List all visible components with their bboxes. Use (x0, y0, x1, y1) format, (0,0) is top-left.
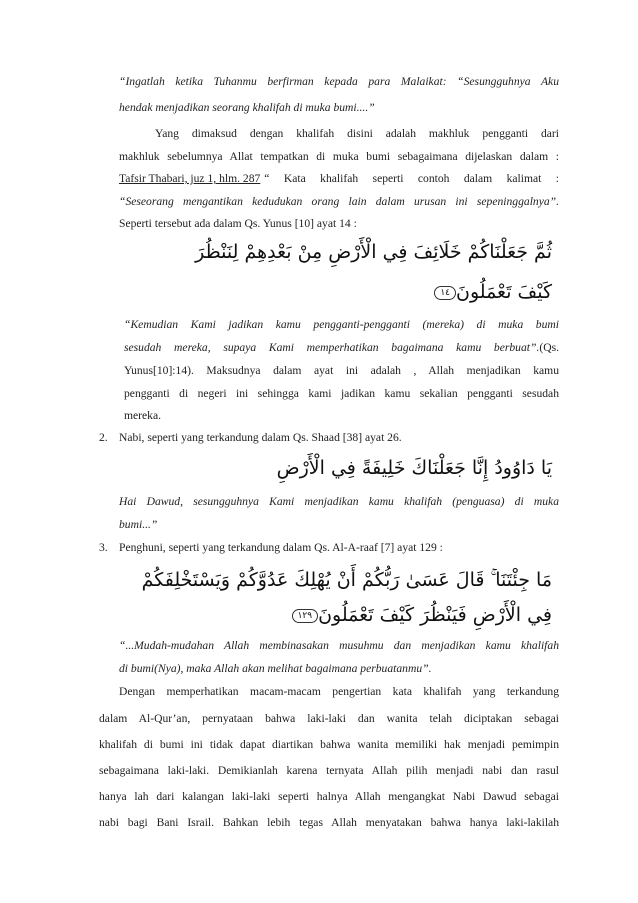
quote-line (124, 341, 559, 355)
body-line: pengganti di negeri ini sehingga kami jadikan kamu sekalian pengganti sesudah (124, 387, 559, 400)
quote-line: di bumi(Nya), maka Allah akan melihat bagaimana perbuatanmu”. (119, 662, 432, 675)
quote-line: bumi...” (119, 518, 158, 531)
quote-line: “Seseorang mengantikan kedudukan orang lain dalam urusan ini sepeninggalnya”. (119, 195, 559, 208)
arabic-verse-line (286, 603, 552, 627)
body-line: mereka. (124, 409, 162, 422)
arabic-verse-text: فِي الْأَرْضِ فَيَنْظُرَ كَيْفَ تَعْمَلُونَ (318, 604, 552, 626)
list-item-text: Nabi, seperti yang terkandung dalam Qs. Shaad [38] ayat 26. (119, 431, 402, 444)
ayah-number-badge: ١٤ (434, 286, 456, 300)
body-line: Seperti tersebut ada dalam Qs. Yunus [10] ayat 14 : (119, 217, 357, 230)
paragraph-line: nabi bagi Bani Israil. Bahkan lebih tegas Allah menyatakan bahwa hanya laki-lakilah (99, 816, 559, 829)
paragraph-line: sebagaimana laki-laki. Demikianlah karena ternyata Allah pilih menjadi nabi dan rasul (99, 764, 559, 777)
arabic-verse-text: كَيْفَ تَعْمَلُونَ (456, 281, 552, 303)
quote-line: hendak menjadikan seorang khalifah di muka bumi....” (119, 101, 375, 114)
quote-text: sesudah mereka, supaya Kami memperhatikan bagaimana kamu berbuat”. (124, 341, 540, 354)
body-line: makhluk sebelumnya Allat tempatkan di muka bumi sebagaimana dijelaskan dalam : (119, 150, 559, 163)
body-line: Yunus[10]:14). Maksudnya dalam ayat ini adalah , Allah menjadikan kamu (124, 364, 559, 377)
quote-line: “Ingatlah ketika Tuhanmu berfirman kepada para Malaikat: “Sesungguhnya Aku (119, 75, 559, 88)
citation-text: (Qs. (539, 341, 559, 354)
paragraph-line: hanya lah dari kalangan laki-laki seperti halnya Allah mengangkat Nabi Dawud sebagai (99, 790, 559, 803)
list-number: 2. (99, 431, 108, 444)
arabic-verse-line: يَا دَاوُودُ إِنَّا جَعَلْنَاكَ خَلِيفَةً فِي الْأَرْضِ (276, 457, 552, 479)
paragraph-line: khalifah di bumi ini tidak dapat diartikan bahwa wanita memiliki hak menjadi pemimpin (99, 738, 559, 751)
quote-line: “...Mudah-mudahan Allah membinasakan musuhmu dan menjadikan kamu khalifah (119, 639, 559, 652)
body-text: “ Kata khalifah seperti contoh dalam kalimat : (264, 172, 559, 185)
list-number: 3. (99, 541, 108, 554)
body-line (119, 172, 559, 186)
arabic-verse-line: ثُمَّ جَعَلْنَاكُمْ خَلَائِفَ فِي الْأَرْضِ مِنْ بَعْدِهِمْ لِنَنْظُرَ (195, 241, 552, 263)
paragraph-line: Dengan memperhatikan macam-macam pengertian kata khalifah yang terkandung (119, 685, 559, 698)
arabic-verse-line (428, 280, 552, 304)
arabic-verse-line: مَا جِئْتَنَا ۚ قَالَ عَسَىٰ رَبُّكُمْ أَنْ يُهْلِكَ عَدُوَّكُمْ وَيَسْتَخْلِفَكُمْ (141, 569, 552, 591)
list-item-text: Penghuni, seperti yang terkandung dalam Qs. Al-A-raaf [7] ayat 129 : (119, 541, 443, 554)
quote-line: “Kemudian Kami jadikan kamu pengganti-pengganti (mereka) di muka bumi (124, 318, 559, 331)
body-line: Yang dimaksud dengan khalifah disini adalah makhluk pengganti dari (155, 127, 559, 140)
quote-line: Hai Dawud, sesungguhnya Kami menjadikan kamu khalifah (penguasa) di muka (119, 495, 559, 508)
paragraph-line: dalam Al-Qur’an, pernyataan bahwa laki-laki dan wanita telah diciptakan sebagai (99, 712, 559, 725)
ayah-number-badge: ١٢٩ (292, 609, 319, 623)
tafsir-reference: Tafsir Thabari, juz 1, hlm. 287 (119, 172, 261, 185)
